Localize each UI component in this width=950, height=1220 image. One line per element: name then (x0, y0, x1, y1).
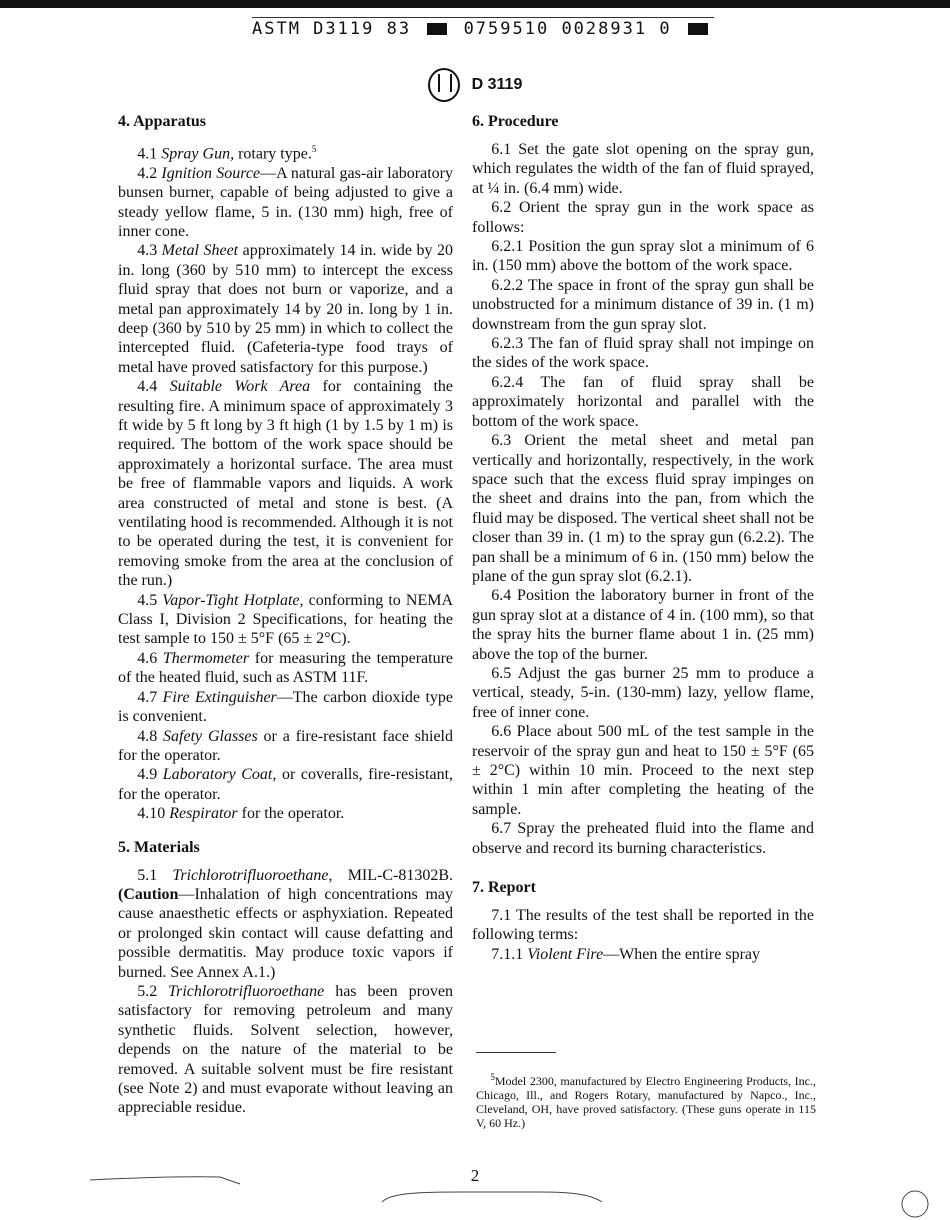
scan-code-mid: 0759510 0028931 0 (463, 19, 672, 39)
header-rule (252, 17, 714, 18)
document-header (0, 68, 950, 102)
para-4-8: 4.8 Safety Glasses or a fire-resistant face shield for the operator. (118, 727, 453, 764)
footnote-5: $^5$Model 2300, manufactured by Electro Engineering Products, Inc., Chicago, Ill., and Rogers Rotary, manufactured by Napco., Inc., Cleveland, OH, have proved satisfactory. (These guns operate in 115 V, 60 Hz.) (476, 1072, 816, 1130)
section-6-title: 6. Procedure (472, 113, 559, 130)
designation: D 3119 (471, 76, 523, 93)
scan-circle-mark (895, 1188, 935, 1220)
para-4-7: 4.7 Fire Extinguisher—The carbon dioxide type is convenient. (118, 688, 454, 726)
para-5-2: 5.2 Trichlorotrifluoroethane has been proven satisfactory for removing petroleum and many synthetic fluids. Solvent selection, however, depends on the nature of the material to be removed. A suitable solvent must be fire resistant (see Note 2) and must evaporate without leaving an appreciable residue. (118, 982, 453, 1117)
astm-logo-icon (428, 68, 460, 102)
scan-top-bar (0, 0, 950, 8)
scan-code-line (252, 19, 714, 39)
para-7-1-1: 7.1.1 Violent Fire—When the entire spray (491, 945, 760, 963)
para-6-5: 6.5 Adjust the gas burner 25 mm to produce a vertical, steady, 5-in. (130-mm) lazy, yellow flame, free of inner cone. (472, 664, 814, 721)
scan-mark-bottom (380, 1184, 610, 1206)
para-4-2: 4.2 Ignition Source—A natural gas-air laboratory bunsen burner, capable of being adjusted to give a steady yellow flame, 5 in. (130 mm) high, free of inner cone. (118, 164, 453, 240)
para-6-7: 6.7 Spray the preheated fluid into the flame and observe and record its burning characteristics. (472, 820, 814, 857)
para-5-1: 5.1 Trichlorotrifluoroethane, MIL-C-81302B. (Caution—Inhalation of high concentrations may cause anaesthetic effects or asphyxiation. Repeated or prolonged skin contact will cause defatting and possible dermatitis. May produce toxic vapors if burned. See Annex A.1.) (118, 866, 454, 981)
para-4-10: 4.10 Respirator for the operator. (137, 805, 345, 823)
para-6-2-4: 6.2.4 The fan of fluid spray shall be approximately horizontal and parallel with the bottom of the work space. (472, 373, 814, 430)
section-4-title: 4. Apparatus (118, 113, 207, 130)
para-6-6: 6.6 Place about 500 mL of the test sample in the reservoir of the spray gun and heat to 150 ± 5°F (65 ± 2°C) within 10 min. Proceed to the next step within 1 min after completing the heating of the sample. (472, 723, 814, 818)
para-4-6: 4.6 Thermometer for measuring the temperature of the heated fluid, such as ASTM 11F. (118, 649, 454, 687)
left-column (118, 112, 453, 1118)
section-7-title: 7. Report (472, 879, 536, 897)
para-6-4: 6.4 Position the laboratory burner in front of the gun spray slot at a distance of 4 in. (100 mm), so that the spray hits the burner flame about 1 in. (25 mm) above the top of the burner. (472, 587, 814, 663)
scan-code-left: ASTM D3119 83 (252, 19, 412, 39)
para-6-2-2: 6.2.2 The space in front of the spray gun shall be unobstructed for a minimum distance of 39 in. (1 m) downstream from the gun spray slot. (472, 276, 814, 333)
section-5-title: 5. Materials (118, 838, 200, 856)
para-6-2-1: 6.2.1 Position the gun spray slot a minimum of 6 in. (150 mm) above the bottom of the work space. (472, 238, 814, 275)
para-4-1: 4.1 Spray Gun, rotary type.$^5$ (137, 144, 317, 163)
para-6-2-3: 6.2.3 The fan of fluid spray shall not impinge on the sides of the work space. (472, 335, 814, 372)
para-6-3: 6.3 Orient the metal sheet and metal pan vertically and horizontally, respectively, in the work space such that the excess fluid spray impinges on the sheet and drains into the pan, from which the fluid may be disposed. The vertical sheet shall not be closer than 39 in. (1 m) to the spray gun (6.2.2). The pan shall be a minimum of 6 in. (150 mm) below the plane of the gun spray slot (6.2.1). (472, 432, 814, 585)
right-column (472, 112, 814, 964)
para-4-4: 4.4 Suitable Work Area for containing the resulting fire. A minimum space of approximately 3 ft wide by 5 ft long by 3 ft high (1 by 1.5 by 1 m) is required. The bottom of the work space should be approximately a horizontal surface. The area must be free of flammable vapors and liquids. A work area constructed of metal and stone is best. (A ventilating hood is recommended. Although it is not to be operated during the test, it is convenient for removing smoke from the area at the conclusion of the run.) (118, 378, 454, 590)
para-6-1: 6.1 Set the gate slot opening on the spray gun, which regulates the width of the fan of fluid sprayed, at ¼ in. (6.4 mm) wide. (472, 141, 814, 197)
para-7-1: 7.1 The results of the test shall be reported in the following terms: (472, 907, 814, 944)
para-4-5: 4.5 Vapor-Tight Hotplate, conforming to NEMA Class I, Division 2 Specifications, for heating the test sample to 150 ± 5°F (65 ± 2°C). (118, 591, 453, 648)
footnote-rule (476, 1052, 556, 1053)
scan-block-icon (688, 23, 708, 35)
para-6-2: 6.2 Orient the spray gun in the work space as follows: (472, 199, 814, 236)
scan-block-icon (427, 23, 447, 35)
para-4-3: 4.3 Metal Sheet approximately 14 in. wide by 20 in. long (360 by 510 mm) to intercept the excess fluid spray that does not burn or vaporize, and a metal pan approximately 14 by 20 in. long by 1 in. deep (360 by 510 by 25 mm) in which to collect the intercepted fluid. (Cafeteria-type food trays of metal have proved satisfactory for this purpose.) (118, 242, 453, 376)
page-number: 2 (470, 1166, 480, 1185)
para-4-9: 4.9 Laboratory Coat, or coveralls, fire-resistant, for the operator. (118, 766, 454, 803)
